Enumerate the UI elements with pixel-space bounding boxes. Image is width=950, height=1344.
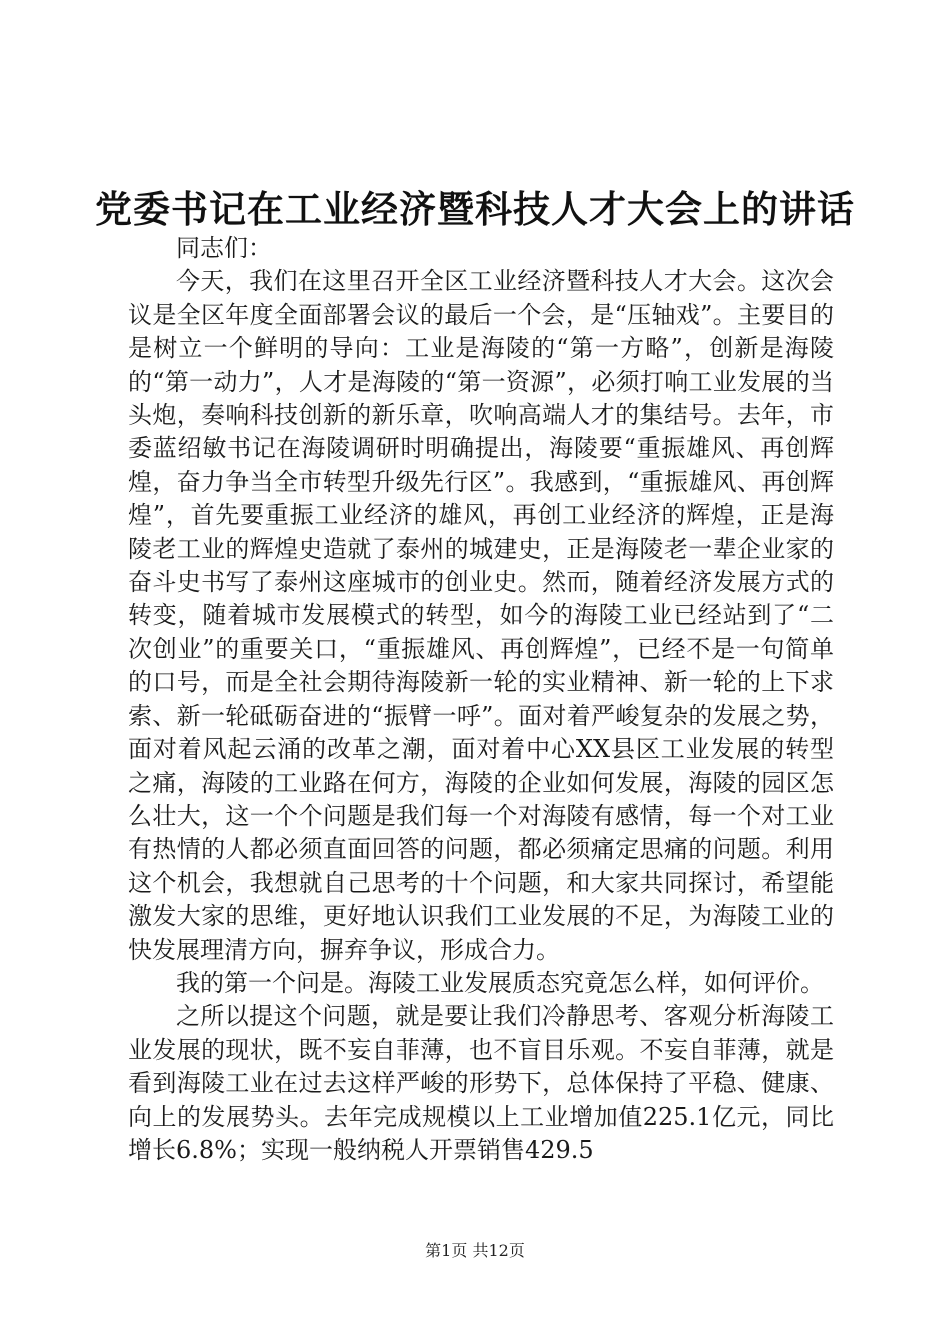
paragraph-opening: 今天，我们在这里召开全区工业经济暨科技人才大会。这次会议是全区年度全面部署会议的最后一个会，是“压轴戏”。主要目的是树立一个鲜明的导向：工业是海陵的“第一方略”，创新是海陵的“第一动力”，人才是海陵的“第一资源”，必须打响工业发展的当头炮，奏响科技创新的新乐章，吹响高端人才的集结号。去年，市委蓝绍敏书记在海陵调研时明确提出，海陵要“重振雄风、再创辉煌，奋力争当全市转型升级先行区”。我感到，“重振雄风、再创辉煌”，首先要重振工业经济的雄风，再创工业经济的辉煌，正是海陵老工业的辉煌史造就了泰州的城建史，正是海陵老一辈企业家的奋斗史书写了泰州这座城市的创业史。然而，随着经济发展方式的转变，随着城市发展模式的转型，如今的海陵工业已经站到了“二次创业”的重要关口，“重振雄风、再创辉煌”，已经不是一句简单的口号，而是全社会期待海陵新一轮的实业精神、新一轮的上下求索、新一轮砥砺奋进的“振臂一呼”。面对着严峻复杂的发展之势，面对着风起云涌的改革之潮，面对着中心XX县区工业发展的转型之痛，海陵的工业路在何方，海陵的企业如何发展，海陵的园区怎么壮大，这一个个问题是我们每一个对海陵有感情，每一个对工业有热情的人都必须直面回答的问题，都必须痛定思痛的问题。利用这个机会，我想就自己思考的十个问题，和大家共同探讨，希望能激发大家的思维，更好地认识我们工业发展的不足，为海陵工业的快发展理清方向，摒弃争议，形成合力。 [128, 267, 834, 964]
paragraph-salutation: 同志们： [176, 234, 272, 262]
page-footer [0, 1240, 950, 1262]
document-body [128, 232, 834, 1167]
page-total: 共12页 [472, 1241, 525, 1260]
paragraph-first-question: 我的第一个问是。海陵工业发展质态究竟怎么样，如何评价。 [176, 968, 824, 997]
paragraph-analysis: 之所以提这个问题，就是要让我们冷静思考、客观分析海陵工业发展的现状，既不妄自菲薄，也不盲目乐观。不妄自菲薄，就是看到海陵工业在过去这样严峻的形势下，总体保持了平稳、健康、向上的发展势头。去年完成规模以上工业增加值225.1亿元，同比增长6.8%；实现一般纳税人开票销售429.5 [128, 1002, 834, 1164]
document-title: 党委书记在工业经济暨科技人才大会上的讲话 [95, 187, 855, 231]
page-number: 第1页 [425, 1241, 468, 1260]
